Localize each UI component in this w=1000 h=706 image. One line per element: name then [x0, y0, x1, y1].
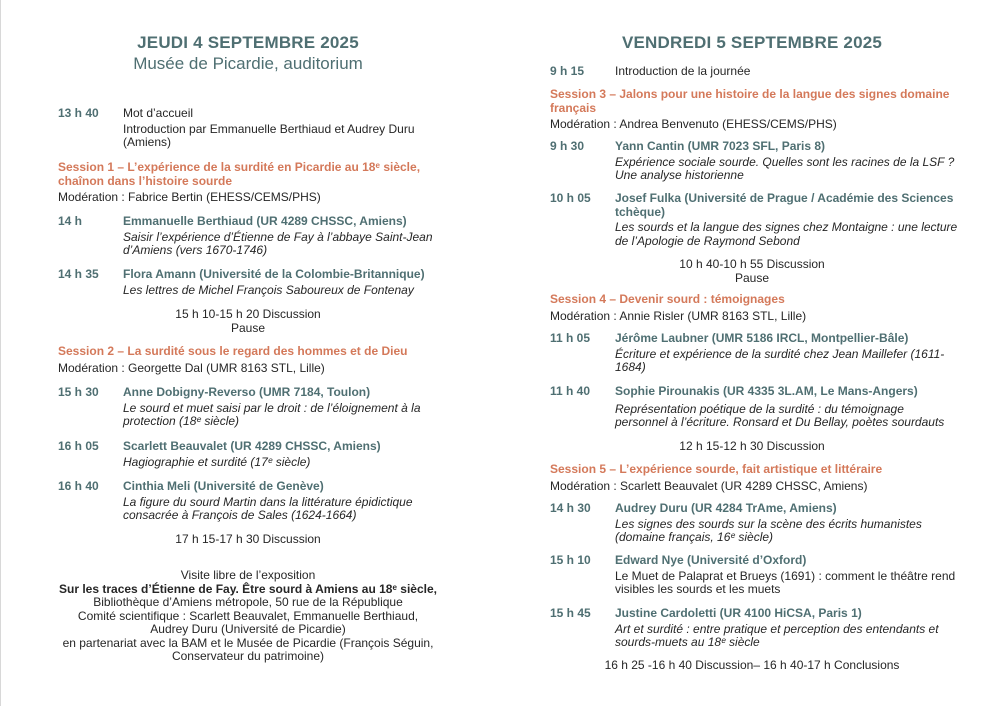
session2-block — [58, 345, 448, 375]
exhibition-line: Audrey Duru (Université de Picardie) — [150, 622, 346, 636]
day1-header — [58, 33, 438, 74]
talk-title: Les signes des sourds sur la scène des écrits humanistes (domaine français, 16ᵉ siècle) — [615, 516, 922, 544]
exhibition-title: Sur les traces d’Étienne de Fay. Être sourd à Amiens au 18ᵉ siècle, — [59, 581, 437, 596]
closing: 16 h 25 -16 h 40 Discussion– 16 h 40-17 h Conclusions — [604, 658, 900, 672]
day1-venue: Musée de Picardie, auditorium — [133, 54, 363, 73]
talk-title: Écriture et expérience de la surdité chez Jean Maillefer (1611-1684) — [615, 346, 945, 374]
break3-pause: Pause — [734, 270, 770, 285]
break1-pause: Pause — [230, 320, 266, 335]
talk-speaker: Jérôme Laubner (UMR 5186 IRCL, Montpellier-Bâle) — [615, 331, 909, 345]
day1-title: JEUDI 4 SEPTEMBRE 2025 — [137, 33, 359, 52]
session2-title: Session 2 – La surdité sous le regard des hommes et de Dieu — [58, 344, 408, 358]
talk-title: La figure du sourd Martin dans la littérature épidictique consacrée à François de Sales (1624-1664) — [123, 494, 413, 522]
talk-time: 10 h 05 — [550, 191, 591, 205]
talk-time: 14 h 35 — [58, 267, 99, 281]
talk-speaker: Scarlett Beauvalet (UR 4289 CHSSC, Amiens) — [123, 439, 381, 453]
exhibition-line: Bibliothèque d’Amiens métropole, 50 rue de la République — [93, 595, 403, 609]
intro-block — [550, 65, 958, 79]
day2-header — [550, 33, 954, 53]
talk-time: 15 h 10 — [550, 553, 591, 567]
session1-title: Session 1 – L’expérience de la surdité en Picardie au 18ᵉ siècle, chaînon dans l’histoire sourde — [58, 160, 421, 188]
exhibition-block — [48, 569, 448, 664]
talk-row — [550, 502, 958, 545]
talk-speaker: Cinthia Meli (Université de Genève) — [123, 479, 324, 493]
talk-time: 16 h 40 — [58, 479, 99, 493]
welcome-block — [58, 107, 448, 150]
talk-row — [58, 480, 448, 523]
break1-discussion: 15 h 10-15 h 20 Discussion — [175, 307, 321, 321]
session2-moderation: Modération : Georgette Dal (UMR 8163 STL, Lille) — [58, 360, 325, 375]
talk-speaker: Sophie Pirounakis (UR 4335 3L.AM, Le Mans-Angers) — [615, 384, 918, 398]
talk-time: 14 h — [58, 214, 83, 228]
talk-row — [58, 440, 448, 469]
session5-title: Session 5 – L’expérience sourde, fait artistique et littéraire — [550, 462, 883, 476]
talk-title: Le Muet de Palaprat et Brueys (1691) : comment le théâtre rend visibles les sourds et les muets — [615, 568, 956, 596]
talk-title: Art et surdité : entre pratique et perception des entendants et sourds-muets au 18ᵉ siècle — [615, 621, 939, 649]
talk-row — [58, 386, 448, 429]
session4-title: Session 4 – Devenir sourd : témoignages — [550, 292, 785, 306]
talk-time: 11 h 05 — [550, 331, 591, 345]
exhibition-line: Visite libre de l’exposition — [180, 568, 316, 582]
talk-row — [550, 140, 958, 183]
talk-time: 9 h 30 — [550, 139, 585, 153]
intro-time: 9 h 15 — [550, 64, 585, 78]
talk-speaker: Justine Cardoletti (UR 4100 HiCSA, Paris 1) — [615, 606, 862, 620]
talk-speaker: Audrey Duru (UR 4284 TrAme, Amiens) — [615, 501, 837, 515]
talk-title: Représentation poétique de la surdité : du témoignage personnel à l’écriture. Ronsard et Du Bellay, poètes sourdauts — [615, 401, 945, 429]
break1 — [58, 308, 438, 335]
talk-speaker: Yann Cantin (UMR 7023 SFL, Paris 8) — [615, 139, 826, 153]
session5-moderation: Modération : Scarlett Beauvalet (UR 4289 CHSSC, Amiens) — [550, 478, 868, 493]
discussion4: 12 h 15-12 h 30 Discussion — [679, 439, 825, 453]
talk-time: 15 h 30 — [58, 385, 99, 399]
talk-title: Hagiographie et surdité (17ᵉ siècle) — [123, 454, 311, 469]
exhibition-line: en partenariat avec la BAM et le Musée de Picardie (François Séguin, — [62, 635, 434, 650]
exhibition-line: Conservateur du patrimoine) — [171, 649, 325, 663]
session1-moderation: Modération : Fabrice Bertin (EHESS/CEMS/PHS) — [58, 190, 321, 204]
talk-row — [58, 215, 448, 258]
break3-discussion: 10 h 40-10 h 55 Discussion — [679, 257, 825, 271]
talk-title: Les sourds et la langue des signes chez Montaigne : une lecture de l’Apologie de Raymond Sebond — [615, 220, 958, 248]
discussion2: 17 h 15-17 h 30 Discussion — [175, 532, 321, 546]
talk-title: Le sourd et muet saisi par le droit : de l’éloignement à la protection (18ᵉ siècle) — [123, 400, 421, 428]
session4-moderation: Modération : Annie Risler (UMR 8163 STL, Lille) — [550, 308, 807, 323]
talk-row — [58, 268, 448, 297]
talk-time: 15 h 45 — [550, 606, 591, 620]
session3-moderation: Modération : Andrea Benvenuto (EHESS/CEMS/PHS) — [550, 117, 837, 131]
welcome-time: 13 h 40 — [58, 106, 99, 120]
talk-row — [550, 385, 958, 430]
talk-speaker: Edward Nye (Université d’Oxford) — [615, 553, 807, 567]
talk-time: 11 h 40 — [550, 384, 591, 398]
welcome-title: Mot d’accueil — [123, 106, 194, 120]
break3 — [550, 258, 954, 285]
talk-time: 14 h 30 — [550, 501, 591, 515]
talk-title: Saisir l’expérience d’Étienne de Fay à l’abbaye Saint-Jean d’Amiens (vers 1670-1746) — [123, 229, 433, 257]
talk-speaker: Anne Dobigny-Reverso (UMR 7184, Toulon) — [123, 385, 371, 399]
page-edge-rule — [0, 0, 1, 706]
talk-speaker: Josef Fulka (Université de Prague / Académie des Sciences tchèque) — [615, 191, 954, 219]
session3-title: Session 3 – Jalons pour une histoire de la langue des signes domaine français — [550, 87, 950, 115]
talk-row — [550, 332, 958, 375]
session4-block — [550, 293, 958, 323]
talk-row — [550, 607, 958, 650]
talk-speaker: Emmanuelle Berthiaud (UR 4289 CHSSC, Amiens) — [123, 214, 407, 228]
talk-speaker: Flora Amann (Université de la Colombie-Britannique) — [123, 267, 425, 281]
talk-title: Expérience sociale sourde. Quelles sont les racines de la LSF ? Une analyse historienne — [615, 154, 955, 182]
talk-row — [550, 554, 958, 597]
day2-title: VENDREDI 5 SEPTEMBRE 2025 — [621, 33, 883, 52]
session5-block — [550, 463, 958, 493]
talk-row — [550, 192, 958, 248]
intro-title: Introduction de la journée — [615, 64, 751, 78]
talk-title: Les lettres de Michel François Saboureux de Fontenay — [123, 282, 414, 297]
session1-block — [58, 161, 448, 205]
welcome-text: Introduction par Emmanuelle Berthiaud et Audrey Duru (Amiens) — [123, 121, 415, 149]
exhibition-line: Comité scientifique : Scarlett Beauvalet, Emmanuelle Berthiaud, — [77, 608, 419, 623]
talk-time: 16 h 05 — [58, 439, 99, 453]
session3-block — [550, 88, 958, 132]
